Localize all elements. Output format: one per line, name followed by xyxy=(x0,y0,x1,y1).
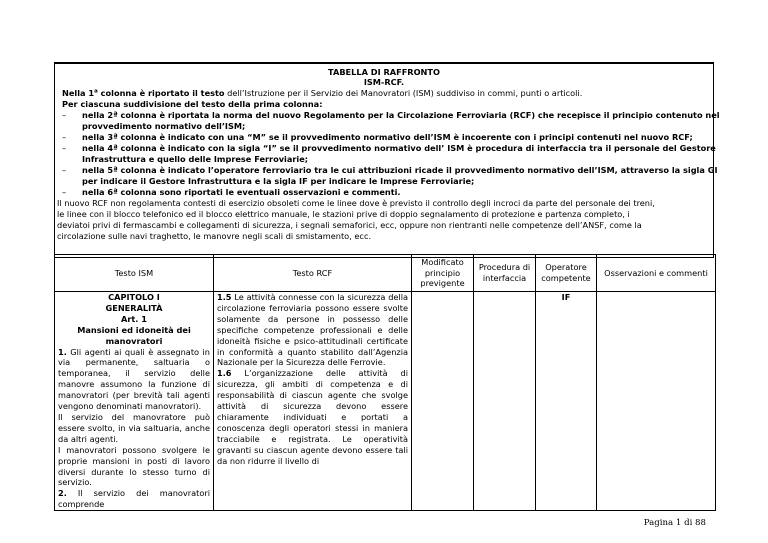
intro-paragraph xyxy=(57,198,709,242)
bullet-dash: – xyxy=(62,187,67,197)
chapter-label: CAPITOLO I xyxy=(108,292,160,302)
table-row xyxy=(55,292,716,511)
bullet-dash: – xyxy=(62,110,67,120)
cell-procedura xyxy=(474,292,536,511)
header-osservazioni: Osservazioni e commenti xyxy=(597,255,716,292)
cell-modificato xyxy=(412,292,474,511)
bullet-5-line-1: nella 6ª colonna sono riportati le eventuali osservazioni e commenti. xyxy=(82,187,401,197)
bullet-4-line-2: per indicare il Gestore Infrastruttura e la sigla IF per indicare le Imprese Ferroviarie; xyxy=(82,176,475,186)
paragraph-line: Il nuovo RCF non regolamenta contesti di esercizio obsoleti come le linee dove è previsto il controllo degli incroci da parte del personale dei treni, xyxy=(57,198,655,208)
table-title: TABELLA DI RAFFRONTO xyxy=(328,67,440,77)
paragraph-line: deviatoi privi di fermascambi e collegamenti di sicurezza, i segnali semaforici, ecc, oppure non rientranti nelle competenze dell’ANSF, come la xyxy=(57,219,642,230)
ism-paragraph-4: 2. Il servizio dei manovratori comprende xyxy=(58,488,210,510)
header-testo-rcf: Testo RCF xyxy=(214,255,412,292)
intro-line-2: Per ciascuna suddivisione del testo della prima colonna: xyxy=(62,99,323,109)
table-header-row xyxy=(55,255,716,292)
cell-testo-ism xyxy=(55,292,214,511)
bullet-1-line-2: provvedimento normativo dell’ISM; xyxy=(82,121,246,131)
page-number: Pagina 1 di 88 xyxy=(643,518,706,528)
chapter-title: GENERALITÀ xyxy=(105,302,163,313)
header-modificato: Modificato principio previgente xyxy=(412,255,474,292)
rcf-paragraph-1-6: 1.6 L’organizzazione delle attività di sicurezza, gli ambiti di competenza e di responsabilità di ciascun agente che svolge attività di sicurezza devono essere chiaramente individuati e portati a conoscenza degli operatori stessi in maniera tracciabile e registrata. Le operatività gravanti su ciascun agente devono essere tali da non ridurre il livello di xyxy=(217,368,408,466)
bullet-dash: – xyxy=(62,165,67,175)
bullet-1-line-1: nella 2ª colonna è riportata la norma del nuovo Regolamento per la Circolazione Ferroviaria (RCF) che recepisce il principio contenuto nel xyxy=(82,110,720,120)
ism-paragraph-1: 1. Gli agenti ai quali è assegnato in via permanente, saltuaria o temporanea, il servizio delle manovre assumono la funzione di manovratori (per brevità tali agenti vengono denominati manovratori). xyxy=(58,346,210,412)
table-subtitle: ISM-RCF. xyxy=(363,77,405,87)
bullet-3-line-1: nella 4ª colonna è indicato con la sigla “I” se il provvedimento normativo dell’ ISM è procedura di interfaccia tra il personale del Gestore xyxy=(82,143,716,153)
cell-osservazioni xyxy=(597,292,716,511)
bullet-2-line-1: nella 3ª colonna è indicato con una “M” se il provvedimento normativo dell’ISM è incoerente con i principi contenuti nel nuovo RCF; xyxy=(82,132,693,142)
paragraph-line: circolazione sulle navi traghetto, le manovre negli scali di smistamento, ecc. xyxy=(57,230,372,241)
bullet-4-line-1: nella 5ª colonna è indicato l’operatore ferroviario tra le cui attribuzioni ricade il provvedimento normativo dell’ISM, attraverso la sigla GI xyxy=(82,165,718,175)
paragraph-line: le linee con il blocco telefonico ed il blocco elettrico manuale, le stazioni prive di doppio segnalamento di protezione e partenza completo, i xyxy=(57,208,630,219)
article-title: Mansioni ed idoneità dei manovratori xyxy=(77,324,191,346)
header-procedura: Procedura di interfaccia xyxy=(474,255,536,292)
cell-operatore: IF xyxy=(536,292,597,511)
bullet-dash: – xyxy=(62,143,67,153)
cell-testo-rcf xyxy=(214,292,412,511)
intro-line-1: Nella 1$^a$ colonna è riportato il testo dell’Istruzione per il Servizio dei Manovratori (ISM) suddiviso in commi, punti o articoli. xyxy=(62,88,583,98)
header-operatore: Operatore competente xyxy=(536,255,597,292)
article-label: Art. 1 xyxy=(121,313,147,324)
intro-box xyxy=(54,62,720,258)
header-testo-ism: Testo ISM xyxy=(55,255,214,292)
bullet-3-line-2: Infrastruttura e quello delle Imprese Ferroviarie; xyxy=(82,154,309,164)
rcf-paragraph-1-5: 1.5 Le attività connesse con la sicurezza della circolazione ferroviaria possono essere svolte solamente da persone in possesso delle specifiche competenze professionali e delle idoneità fisiche e psico-attitudinali certificate in conformità a quanto stabilito dall’Agenzia Nazionale per la Sicurezza delle Ferrovie. xyxy=(217,292,408,368)
bullet-dash: – xyxy=(62,132,67,142)
ism-paragraph-2: Il servizio del manovratore può essere svolto, in via saltuaria, anche da altri agenti. xyxy=(58,411,210,444)
comparison-table xyxy=(54,254,716,511)
ism-paragraph-3: I manovratori possono svolgere le proprie mansioni in posti di lavoro diversi durante lo stesso turno di servizio. xyxy=(58,444,210,488)
